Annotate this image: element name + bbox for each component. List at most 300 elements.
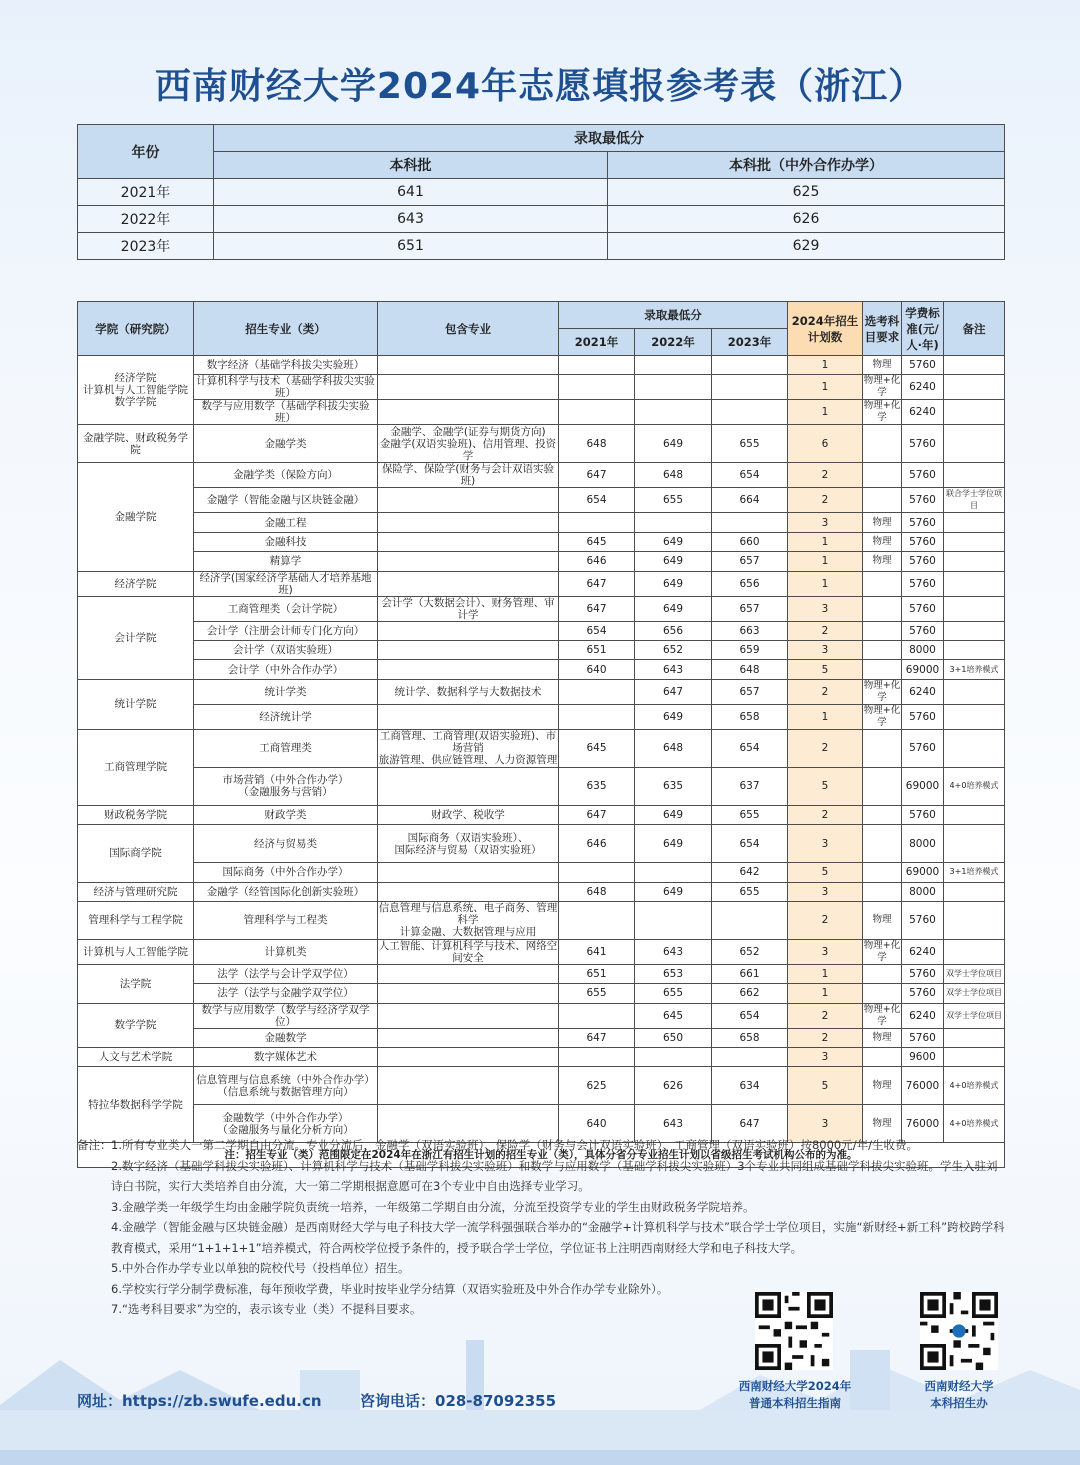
score-2022-cell: [635, 901, 712, 939]
score-2021-cell: 641: [559, 939, 635, 964]
table-row: [78, 882, 1005, 901]
qr-caption-office-text: 西南财经大学 本科招生办: [924, 1379, 994, 1410]
score-2021-cell: [559, 400, 635, 425]
included-majors-cell: [378, 882, 559, 901]
joint-program-header: 本科批（中外合作办学）: [608, 152, 1005, 179]
included-majors-cell: 保险学、保险学(财务与会计双语实验班): [378, 463, 559, 488]
major-cell: 金融学类（保险方向）: [194, 463, 378, 488]
table-row: [78, 571, 1005, 596]
note-item: 7.“选考科目要求”为空的，表示该专业（类）不提科目要求。: [111, 1302, 422, 1316]
remark-cell: [944, 704, 1005, 729]
major-cell: 经济统计学: [194, 704, 378, 729]
score-2021-cell: 647: [559, 596, 635, 621]
college-cell: 计算机与人工智能学院: [78, 939, 194, 964]
fee-cell: 69000: [902, 660, 944, 679]
fee-cell: 5760: [902, 596, 944, 621]
score-2022-cell: 649: [635, 882, 712, 901]
subject-cell: 物理: [863, 552, 902, 571]
plan-2024-cell: 1: [788, 704, 863, 729]
college-cell: 特拉华数据科学学院: [78, 1067, 194, 1143]
subject-cell: 物理+化学: [863, 679, 901, 703]
table-row: [78, 767, 1005, 805]
table-row: [78, 596, 1005, 621]
subject-cell: [863, 660, 902, 679]
included-majors-cell: [378, 704, 559, 729]
subject-cell: [863, 621, 902, 640]
summary-row: [78, 179, 1005, 206]
fee-cell: 5760: [902, 463, 944, 488]
table-row: [78, 984, 1005, 1003]
remark-cell: [944, 596, 1005, 621]
subject-cell: 物理: [863, 356, 902, 375]
college-cell: 统计学院: [78, 679, 194, 729]
subject-cell: 物理: [863, 1067, 902, 1105]
score-2021-cell: [559, 901, 635, 939]
fee-cell: 5760: [902, 1028, 944, 1047]
score-2022-cell: 649: [635, 552, 712, 571]
remark-cell: [944, 679, 1005, 704]
fee-cell: 5760: [902, 488, 944, 513]
included-majors-cell: [378, 571, 559, 596]
score-2022-cell: 649: [635, 825, 712, 863]
score-2021-cell: [559, 375, 635, 400]
table-row: [78, 400, 1005, 425]
score-2023-cell: 660: [712, 532, 788, 551]
score-2022-cell: [635, 1048, 712, 1067]
remark-cell: [944, 939, 1005, 964]
table-row: [78, 356, 1005, 375]
college-cell: 经济与管理研究院: [78, 882, 194, 901]
subject-cell: [863, 984, 902, 1003]
subject-cell: 物理: [863, 1028, 902, 1047]
college-cell: 国际商学院: [78, 825, 194, 882]
year-2023-header: 2023年: [712, 329, 788, 356]
major-cell: 金融数学: [194, 1028, 378, 1047]
score-2023-cell: [712, 400, 788, 425]
qr-code-icon: [920, 1292, 998, 1370]
college-cell: 人文与艺术学院: [78, 1048, 194, 1067]
fee-cell: 5760: [902, 356, 944, 375]
remark-cell: 联合学士学位项目: [944, 488, 1005, 513]
score-2022-cell: 643: [635, 1105, 712, 1143]
subject-cell: [863, 488, 902, 513]
included-majors-cell: 财政学、税收学: [378, 805, 559, 824]
major-cell: 统计学类: [194, 679, 378, 704]
score-2023-cell: 655: [712, 882, 788, 901]
fee-cell: 8000: [902, 882, 944, 901]
included-majors-cell: [378, 1067, 559, 1105]
plan-2024-cell: 3: [788, 825, 863, 863]
min-score-header: 录取最低分: [559, 302, 788, 329]
plan-2024-cell: 6: [788, 425, 863, 463]
plan-2024-cell: 1: [788, 571, 863, 596]
plan-2024-cell: 5: [788, 660, 863, 679]
major-cell: 工商管理类（会计学院）: [194, 596, 378, 621]
major-cell: 工商管理类: [194, 729, 378, 767]
score-2022-cell: 649: [635, 704, 712, 729]
table-row: [78, 825, 1005, 863]
remark-cell: [944, 532, 1005, 551]
score-2022-cell: [635, 400, 712, 425]
included-majors-cell: [378, 660, 559, 679]
major-cell: 信息管理与信息系统（中外合作办学） （信息系统与数据管理方向）: [194, 1067, 378, 1105]
remark-cell: [944, 882, 1005, 901]
note-item: 4.金融学（智能金融与区块链金融）是西南财经大学与电子科技大学一流学科强强联合举办的“金融学+计算机科学与技术”联合学士学位项目，实施“新财经+新工科”跨校跨学科教育模式，采用“1+1+1+1”培养模式，符合两校学位授予条件的，授予联合学士学位，学位证书上注明西南财经大学和电子科技大学。: [111, 1220, 1005, 1255]
table-row: [78, 375, 1005, 400]
score-2021-cell: 645: [559, 532, 635, 551]
fee-cell: 5760: [902, 901, 944, 939]
fee-cell: 5760: [902, 552, 944, 571]
remark-cell: [944, 805, 1005, 824]
remark-cell: [944, 1028, 1005, 1047]
score-2022-cell: 648: [635, 463, 712, 488]
score-2021-cell: 648: [559, 882, 635, 901]
subject-header: 选考科目要求: [863, 302, 902, 356]
major-cell: 会计学（双语实验班）: [194, 640, 378, 659]
plan-2024-cell: 2: [788, 1003, 863, 1028]
included-majors-header: 包含专业: [378, 302, 559, 356]
plan-2024-cell: 2: [788, 729, 863, 767]
subject-cell: 物理: [863, 901, 902, 939]
score-2022-cell: 645: [635, 1003, 712, 1028]
table-row: [78, 660, 1005, 679]
table-row: [78, 901, 1005, 939]
remark-cell: [944, 1048, 1005, 1067]
subject-cell: 物理: [863, 1105, 902, 1143]
score-2022-cell: 655: [635, 488, 712, 513]
included-majors-cell: [378, 1003, 559, 1028]
major-cell: 法学（法学与会计学双学位）: [194, 964, 378, 983]
college-cell: 会计学院: [78, 596, 194, 679]
score-2023-cell: 652: [712, 939, 788, 964]
score-2021-cell: 654: [559, 621, 635, 640]
major-cell: 会计学（注册会计师专门化方向）: [194, 621, 378, 640]
score-2022-cell: 649: [635, 596, 712, 621]
fee-cell: 5760: [902, 729, 944, 767]
major-cell: 数学与应用数学（数学与经济学双学位）: [194, 1003, 378, 1028]
score-2022-cell: 653: [635, 964, 712, 983]
remark-cell: [944, 825, 1005, 863]
score-2022-cell: [635, 375, 712, 400]
fee-cell: 6240: [902, 679, 944, 704]
subject-cell: 物理+化学: [863, 1003, 901, 1027]
subject-cell: [863, 863, 902, 882]
joint-score-cell: 626: [608, 206, 1005, 233]
table-row: [78, 463, 1005, 488]
remark-cell: [944, 425, 1005, 463]
remark-cell: [944, 571, 1005, 596]
admission-table: [77, 301, 1005, 1168]
major-cell: 数学与应用数学（基础学科拔尖实验班）: [194, 400, 378, 425]
plan-2024-header: 2024年招生计划数: [788, 302, 863, 356]
table-row: [78, 640, 1005, 659]
score-2022-cell: 652: [635, 640, 712, 659]
score-2021-cell: 655: [559, 984, 635, 1003]
min-score-header: 录取最低分: [214, 125, 1005, 152]
plan-2024-cell: 5: [788, 863, 863, 882]
included-majors-cell: [378, 621, 559, 640]
plan-2024-cell: 5: [788, 1067, 863, 1105]
score-2021-cell: 651: [559, 964, 635, 983]
fee-cell: 8000: [902, 640, 944, 659]
fee-cell: 9600: [902, 1048, 944, 1067]
fee-cell: 8000: [902, 825, 944, 863]
included-majors-cell: [378, 863, 559, 882]
fee-cell: 76000: [902, 1067, 944, 1105]
notes-label: 备注：: [77, 1138, 112, 1152]
table-row: [78, 1003, 1005, 1028]
summary-table: [77, 124, 1005, 260]
subject-cell: [863, 767, 902, 805]
score-2021-cell: [559, 1003, 635, 1028]
subject-cell: [863, 805, 902, 824]
plan-2024-cell: 3: [788, 596, 863, 621]
summary-row: [78, 233, 1005, 260]
score-2023-cell: 654: [712, 825, 788, 863]
subject-cell: 物理+化学: [863, 400, 901, 424]
joint-score-cell: 625: [608, 179, 1005, 206]
subject-cell: [863, 825, 902, 863]
major-cell: 财政学类: [194, 805, 378, 824]
remark-cell: [944, 513, 1005, 532]
score-2021-cell: [559, 1048, 635, 1067]
fee-cell: 6240: [902, 375, 944, 400]
score-2023-cell: 657: [712, 552, 788, 571]
major-cell: 法学（法学与金融学双学位）: [194, 984, 378, 1003]
fee-cell: 76000: [902, 1105, 944, 1143]
major-cell: 市场营销（中外合作办学） （金融服务与营销）: [194, 767, 378, 805]
table-row: [78, 552, 1005, 571]
included-majors-cell: 工商管理、工商管理(双语实验班)、市场营销 旅游管理、供应链管理、人力资源管理: [378, 730, 558, 767]
included-majors-cell: 人工智能、计算机科学与技术、网络空间安全: [378, 939, 558, 964]
plan-2024-cell: 3: [788, 1105, 863, 1143]
plan-2024-cell: 2: [788, 805, 863, 824]
score-2022-cell: 649: [635, 532, 712, 551]
included-majors-cell: [378, 1028, 559, 1047]
major-cell: 计算机科学与技术（基础学科拔尖实验班）: [194, 375, 378, 400]
table-row: [78, 964, 1005, 983]
score-2021-cell: [559, 863, 635, 882]
fee-cell: 5760: [902, 532, 944, 551]
table-row: [78, 1048, 1005, 1067]
included-majors-cell: [378, 532, 559, 551]
remark-cell: 双学士学位项目: [944, 984, 1005, 1003]
plan-2024-cell: 2: [788, 463, 863, 488]
plan-2024-cell: 1: [788, 375, 863, 400]
subject-cell: [863, 882, 902, 901]
score-2023-cell: 654: [712, 729, 788, 767]
score-2022-cell: [635, 356, 712, 375]
fee-cell: 5760: [902, 984, 944, 1003]
note-item: 1.所有专业类大一第二学期自由分流。专业分流后，金融学（双语实验班）、保险学（财务与会计双语实验班）、工商管理（双语实验班）按8000元/年/生收费。: [111, 1138, 918, 1152]
remark-cell: [944, 640, 1005, 659]
score-2021-cell: 647: [559, 463, 635, 488]
subject-cell: [863, 640, 902, 659]
included-majors-cell: [378, 640, 559, 659]
table-row: [78, 532, 1005, 551]
year-header: 年份: [78, 125, 214, 179]
year-2022-header: 2022年: [635, 329, 712, 356]
undergrad-score-cell: 651: [214, 233, 608, 260]
plan-2024-cell: 2: [788, 488, 863, 513]
major-cell: 数字媒体艺术: [194, 1048, 378, 1067]
score-2022-cell: 650: [635, 1028, 712, 1047]
fee-cell: 69000: [902, 767, 944, 805]
table-row: [78, 621, 1005, 640]
college-cell: 财政税务学院: [78, 805, 194, 824]
score-2021-cell: [559, 356, 635, 375]
score-2023-cell: 663: [712, 621, 788, 640]
table-row: [78, 729, 1005, 767]
qr-code-icon: [755, 1292, 833, 1370]
table-row: [78, 1067, 1005, 1105]
website-link[interactable]: 网址：https://zb.swufe.edu.cn: [77, 1392, 322, 1410]
score-2022-cell: 656: [635, 621, 712, 640]
major-cell: 金融学（经管国际化创新实验班）: [194, 882, 378, 901]
major-cell: 金融工程: [194, 513, 378, 532]
included-majors-cell: [378, 356, 559, 375]
fee-cell: 5760: [902, 571, 944, 596]
remark-cell: [944, 901, 1005, 939]
plan-2024-cell: 3: [788, 882, 863, 901]
score-2021-cell: [559, 704, 635, 729]
plan-2024-cell: 1: [788, 964, 863, 983]
plan-2024-cell: 3: [788, 640, 863, 659]
table-row: [78, 704, 1005, 729]
note-item: 6.学校实行学分制学费标准，每年预收学费，毕业时按毕业学分结算（双语实验班及中外合作办学专业除外）。: [111, 1281, 669, 1296]
remark-cell: [944, 375, 1005, 400]
note-item: 3.金融学类一年级学生均由金融学院负责统一培养，一年级第二学期自由分流，分流至投资学专业的学生由财政税务学院培养。: [111, 1199, 755, 1214]
included-majors-cell: 国际商务（双语实验班）、 国际经济与贸易（双语实验班）: [378, 825, 559, 863]
score-2021-cell: 645: [559, 729, 635, 767]
remark-cell: 双学士学位项目: [944, 964, 1005, 983]
major-cell: 经济学(国家经济学基础人才培养基地班): [194, 571, 378, 596]
table-row: [78, 679, 1005, 704]
fee-cell: 5760: [902, 805, 944, 824]
plan-2024-cell: 1: [788, 356, 863, 375]
notes-section: [77, 1135, 1007, 1320]
included-majors-cell: [378, 488, 559, 513]
score-2022-cell: 626: [635, 1067, 712, 1105]
remark-header: 备注: [944, 302, 1005, 356]
major-cell: 数字经济（基础学科拔尖实验班）: [194, 356, 378, 375]
plan-2024-cell: 1: [788, 984, 863, 1003]
joint-score-cell: 629: [608, 233, 1005, 260]
score-2023-cell: [712, 375, 788, 400]
score-2022-cell: [635, 863, 712, 882]
undergrad-score-cell: 641: [214, 179, 608, 206]
remark-cell: 4+0培养模式: [944, 767, 1005, 805]
score-2021-cell: 651: [559, 640, 635, 659]
table-row: [78, 1028, 1005, 1047]
remark-cell: [944, 400, 1005, 425]
college-cell: 金融学院、财政税务学院: [78, 425, 194, 463]
remark-cell: 3+1培养模式: [944, 660, 1005, 679]
qr-caption-office: [900, 1378, 1018, 1412]
subject-cell: 物理: [863, 532, 902, 551]
score-2021-cell: 625: [559, 1067, 635, 1105]
major-cell: 经济与贸易类: [194, 825, 378, 863]
college-cell: 管理科学与工程学院: [78, 901, 194, 939]
score-2023-cell: 655: [712, 425, 788, 463]
score-2023-cell: 658: [712, 704, 788, 729]
subject-cell: [863, 1048, 902, 1067]
fee-cell: 5760: [902, 964, 944, 983]
fee-cell: 5760: [902, 425, 944, 463]
table-row: [78, 939, 1005, 964]
included-majors-cell: [378, 375, 559, 400]
included-majors-cell: [378, 552, 559, 571]
score-2023-cell: 654: [712, 463, 788, 488]
score-2023-cell: [712, 1048, 788, 1067]
score-2023-cell: 642: [712, 863, 788, 882]
score-2021-cell: [559, 679, 635, 704]
score-2023-cell: [712, 901, 788, 939]
college-cell: 工商管理学院: [78, 729, 194, 805]
score-2023-cell: 648: [712, 660, 788, 679]
included-majors-cell: [378, 1048, 559, 1067]
subject-cell: [863, 964, 902, 983]
score-2022-cell: 649: [635, 425, 712, 463]
fee-cell: 6240: [902, 939, 944, 964]
subject-cell: 物理+化学: [863, 375, 901, 399]
undergrad-header: 本科批: [214, 152, 608, 179]
qr-caption-guide-text: 西南财经大学2024年 普通本科招生指南: [738, 1379, 852, 1410]
undergrad-score-cell: 643: [214, 206, 608, 233]
score-2021-cell: 647: [559, 571, 635, 596]
major-cell: 管理科学与工程类: [194, 901, 378, 939]
included-majors-cell: [378, 400, 559, 425]
college-cell: 经济学院 计算机与人工智能学院 数学学院: [78, 356, 194, 425]
major-cell: 金融学（智能金融与区块链金融）: [194, 488, 378, 513]
qr-caption-guide: [730, 1378, 860, 1412]
included-majors-cell: 会计学（大数据会计）、财务管理、审计学: [378, 596, 559, 621]
college-cell: 数学学院: [78, 1003, 194, 1047]
included-majors-cell: [378, 513, 559, 532]
score-2021-cell: 654: [559, 488, 635, 513]
remark-cell: 4+0培养模式: [944, 1067, 1005, 1105]
plan-2024-cell: 1: [788, 532, 863, 551]
summary-row: [78, 206, 1005, 233]
included-majors-cell: [378, 767, 559, 805]
score-2023-cell: 657: [712, 596, 788, 621]
included-majors-cell: 金融学、金融学(证券与期货方向) 金融学(双语实验班)、信用管理、投资学: [378, 425, 559, 463]
included-majors-cell: 信息管理与信息系统、电子商务、管理科学 计算金融、大数据管理与应用: [378, 902, 558, 939]
subject-cell: [863, 571, 902, 596]
score-2023-cell: 656: [712, 571, 788, 596]
score-2021-cell: 647: [559, 1028, 635, 1047]
table-row: [78, 488, 1005, 513]
remark-cell: 双学士学位项目: [944, 1003, 1005, 1028]
remark-cell: [944, 552, 1005, 571]
major-cell: 计算机类: [194, 939, 378, 964]
score-2022-cell: 643: [635, 939, 712, 964]
college-cell: 金融学院: [78, 463, 194, 571]
subject-cell: 物理+化学: [863, 939, 901, 963]
remark-cell: [944, 463, 1005, 488]
score-2021-cell: 648: [559, 425, 635, 463]
score-2023-cell: 647: [712, 1105, 788, 1143]
score-2022-cell: 655: [635, 984, 712, 1003]
score-2023-cell: 664: [712, 488, 788, 513]
score-2022-cell: 649: [635, 571, 712, 596]
year-cell: 2021年: [78, 179, 214, 206]
included-majors-cell: [378, 964, 559, 983]
major-cell: 金融学类: [194, 425, 378, 463]
plan-2024-cell: 3: [788, 1048, 863, 1067]
subject-cell: [863, 596, 902, 621]
subject-cell: [863, 463, 902, 488]
